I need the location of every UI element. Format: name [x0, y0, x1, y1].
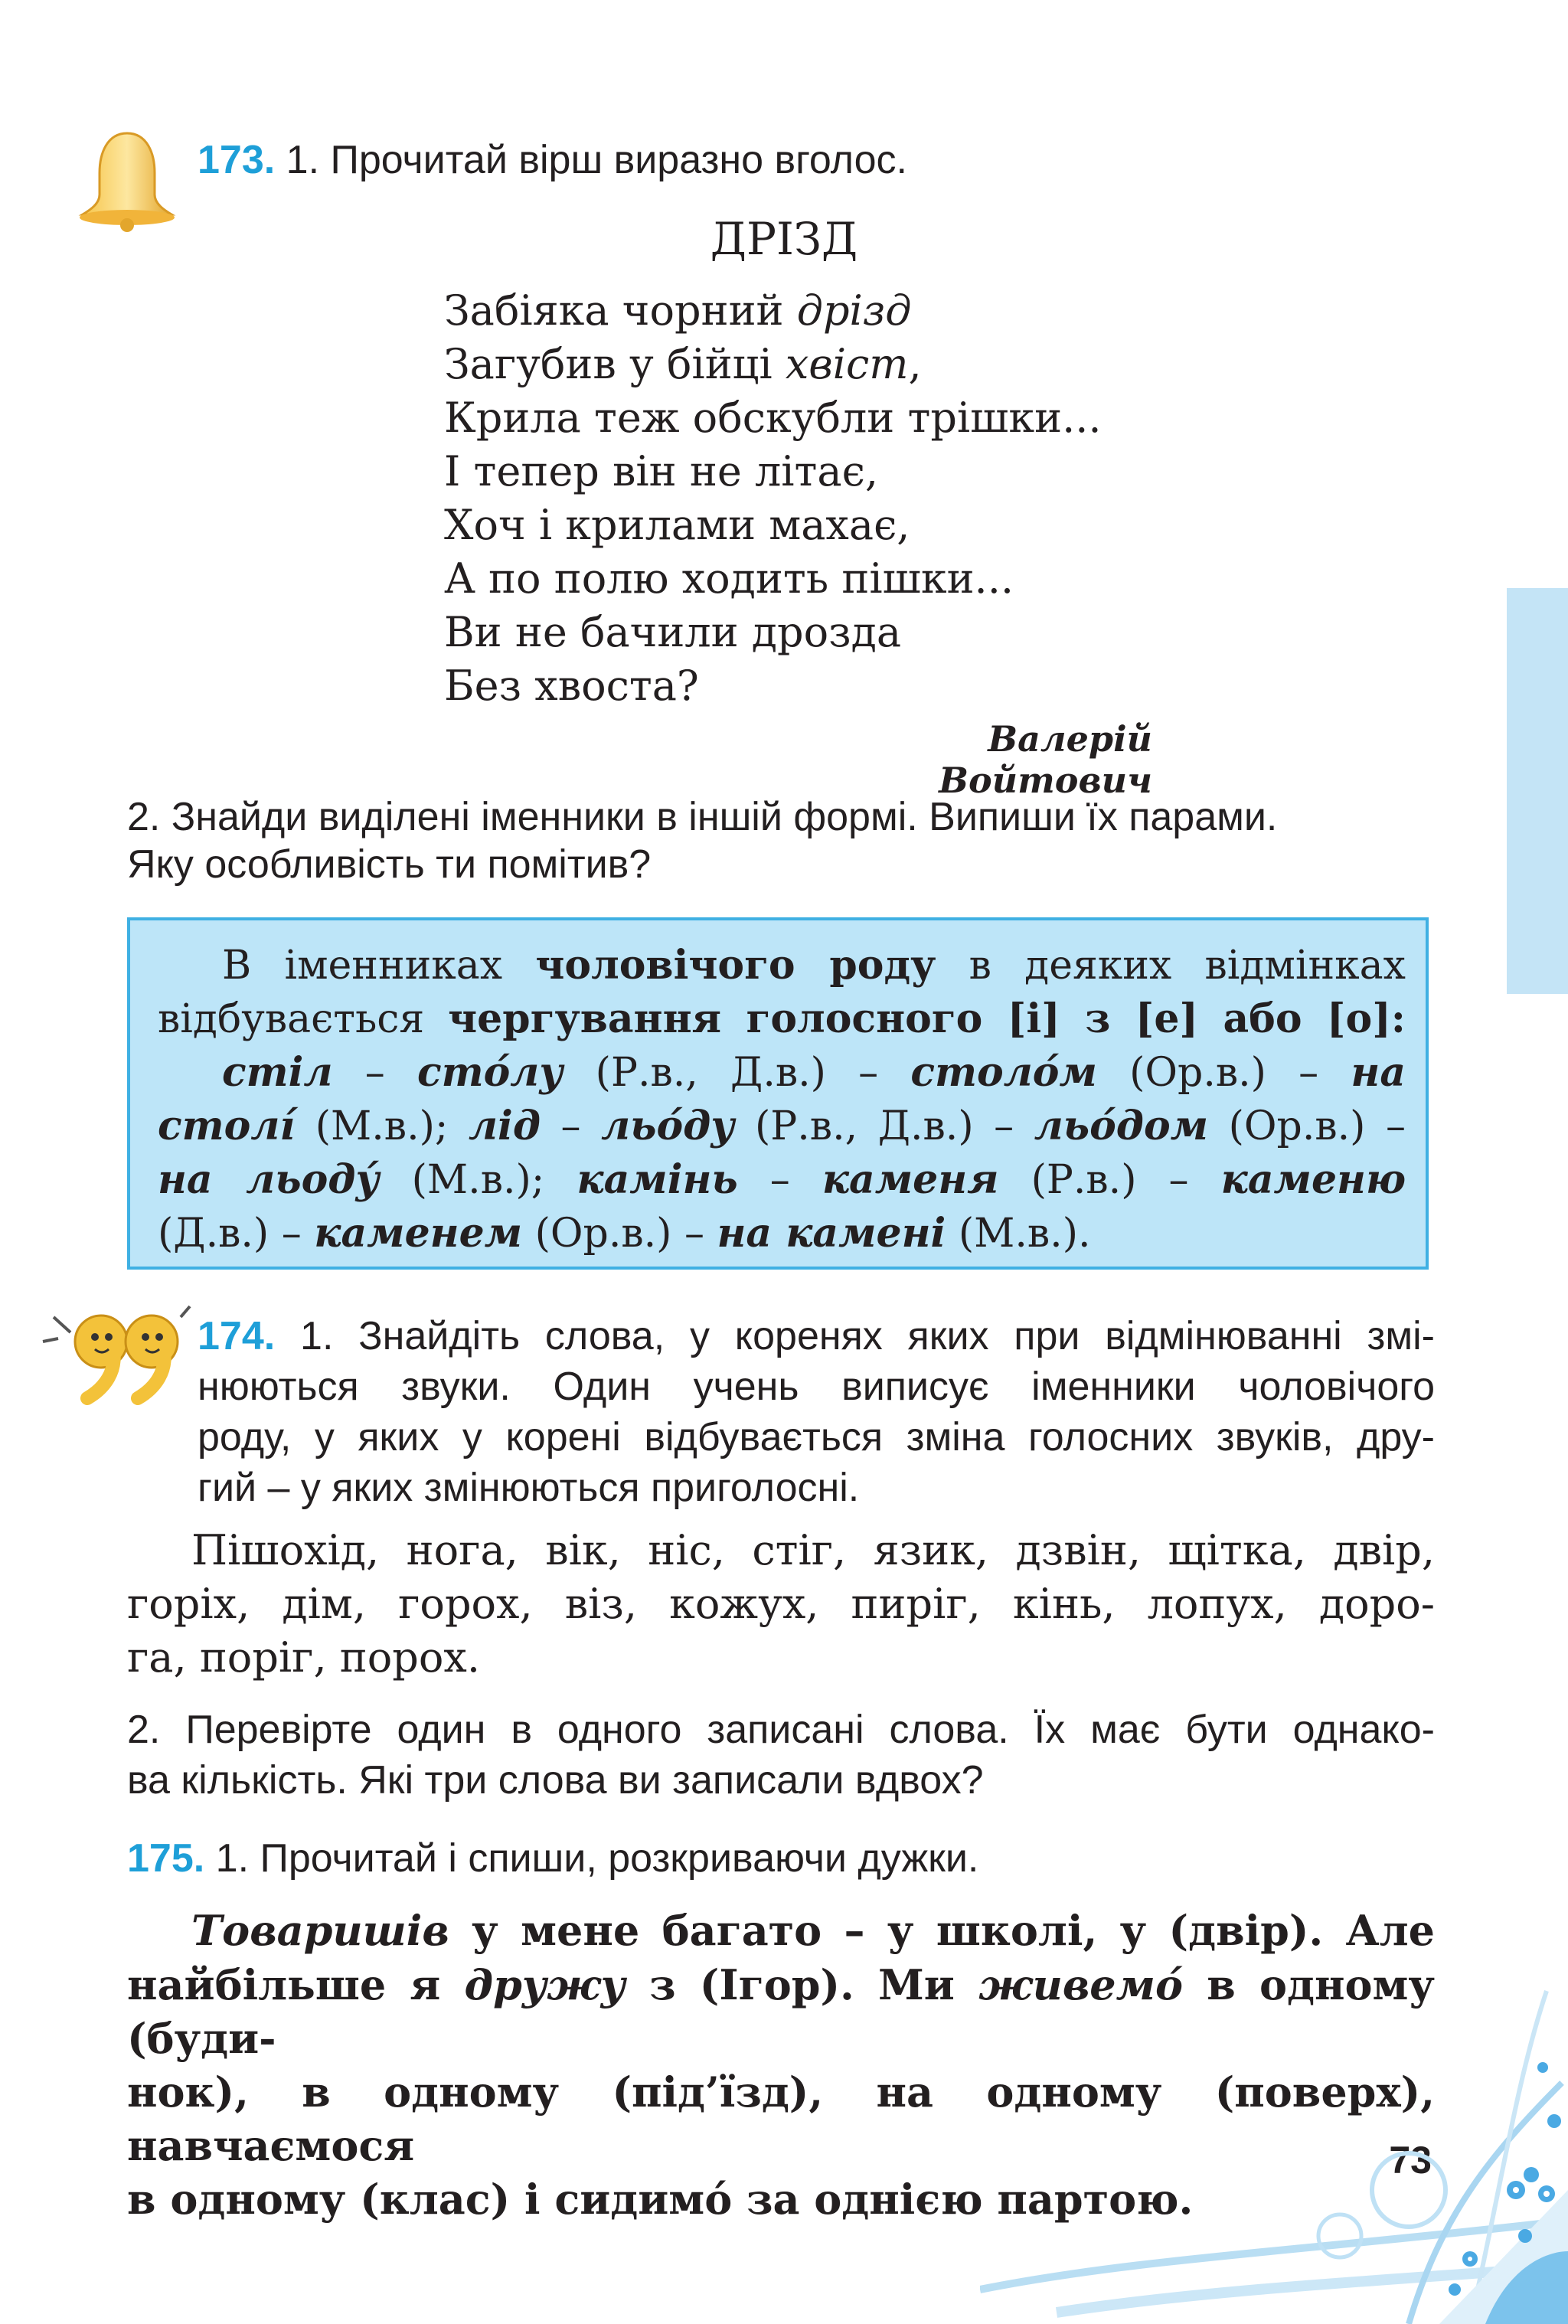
task-line: роду, у яких у корені відбувається зміна голосних звуків, дру- [198, 1415, 1435, 1459]
page-number: 73 [1389, 2139, 1432, 2182]
exercise-number: 173. [198, 138, 276, 182]
ex173-heading [198, 135, 907, 185]
side-tab-marker [1507, 588, 1568, 994]
poem-line: І тепер він не літає, [444, 447, 878, 495]
ex173-task2-line1: 2. Знайди виділені іменники в іншій формі. Випиши їх парами. [127, 795, 1278, 839]
poem-author: Валерій Войтович [939, 718, 1152, 801]
poem-title: ДРІЗД [710, 213, 858, 265]
ex174-task1 [198, 1311, 1435, 1513]
word-line: горіх, дім, горох, віз, кожух, пиріг, кінь, лопух, доро- [127, 1580, 1435, 1628]
rule-line: (Д.в.) – каменем (Ор.в.) – на камені (М.в.). [158, 1210, 1091, 1257]
rule-line: В іменниках чоловічого роду в деяких відмінках [222, 942, 1406, 989]
task-line: 174. 1. Знайдіть слова, у коренях яких при відмінюванні змі- [198, 1314, 1435, 1358]
text-line: найбільше я дружу з (Ігор). Ми живемо́ в одному (буди- [127, 1960, 1435, 2063]
ex175-task: 1. Прочитай і спиши, розкриваючи дужки. [215, 1836, 979, 1881]
exercise-number: 174. [198, 1314, 276, 1358]
text-line: нок), в одному (під’їзд), на одному (поверх), навчаємося [127, 2067, 1435, 2170]
rule-line: столі́ (М.в.); лід – льо́ду (Р.в., Д.в.) – льо́дом (Ор.в.) – [158, 1103, 1406, 1149]
ex173-task1: 1. Прочитай вірш виразно вголос. [286, 138, 907, 182]
floral-corner-decoration [980, 1761, 1568, 2324]
poem-line: Забіяка чорний дрізд [444, 286, 912, 335]
text-line: в одному (клас) і сидимо́ за однією партою. [127, 2175, 1194, 2224]
task-line: нюються звуки. Один учень виписує іменники чоловічого [198, 1365, 1435, 1409]
exercise-number: 175. [127, 1836, 205, 1881]
poem-line: Без хвоста? [444, 662, 699, 710]
word-line: Пішохід, нога, вік, ніс, стіг, язик, дзвін, щітка, двір, [191, 1526, 1435, 1574]
ex173-task2-line2: Яку особливість ти помітив? [127, 842, 652, 887]
word-line: га, поріг, порох. [127, 1633, 480, 1682]
quote-characters-icon [40, 1302, 193, 1409]
task-line: ва кількість. Які три слова ви записали вдвох? [127, 1758, 984, 1803]
ex175-heading [127, 1833, 978, 1884]
poem-line: А по полю ходить пішки... [444, 554, 1014, 603]
text-line: Товаришів у мене багато – у школі, у (двір). Але [191, 1906, 1435, 1955]
rule-line: на льоду́ (М.в.); камінь – каменя (Р.в.) – каменю [158, 1156, 1406, 1203]
ex174-word-list [127, 1524, 1435, 1685]
task-line: 2. Перевірте один в одного записані слова. Їх має бути однако- [127, 1708, 1435, 1752]
poem-line: Ви не бачили дрозда [444, 608, 902, 656]
rule-line: відбувається чергування голосного [і] з [е] або [о]: [158, 995, 1406, 1042]
rule-line: стіл – сто́лу (Р.в., Д.в.) – столо́м (Ор.в.) – на [222, 1049, 1406, 1096]
poem-line: Загубив у бійці хвіст, [444, 340, 922, 388]
poem-line: Крила теж обскубли трішки... [444, 394, 1102, 442]
rule-text [158, 939, 1406, 1260]
poem-line: Хоч і крилами махає, [444, 501, 910, 549]
task-line: гий – у яких змінюються приголосні. [198, 1466, 860, 1510]
